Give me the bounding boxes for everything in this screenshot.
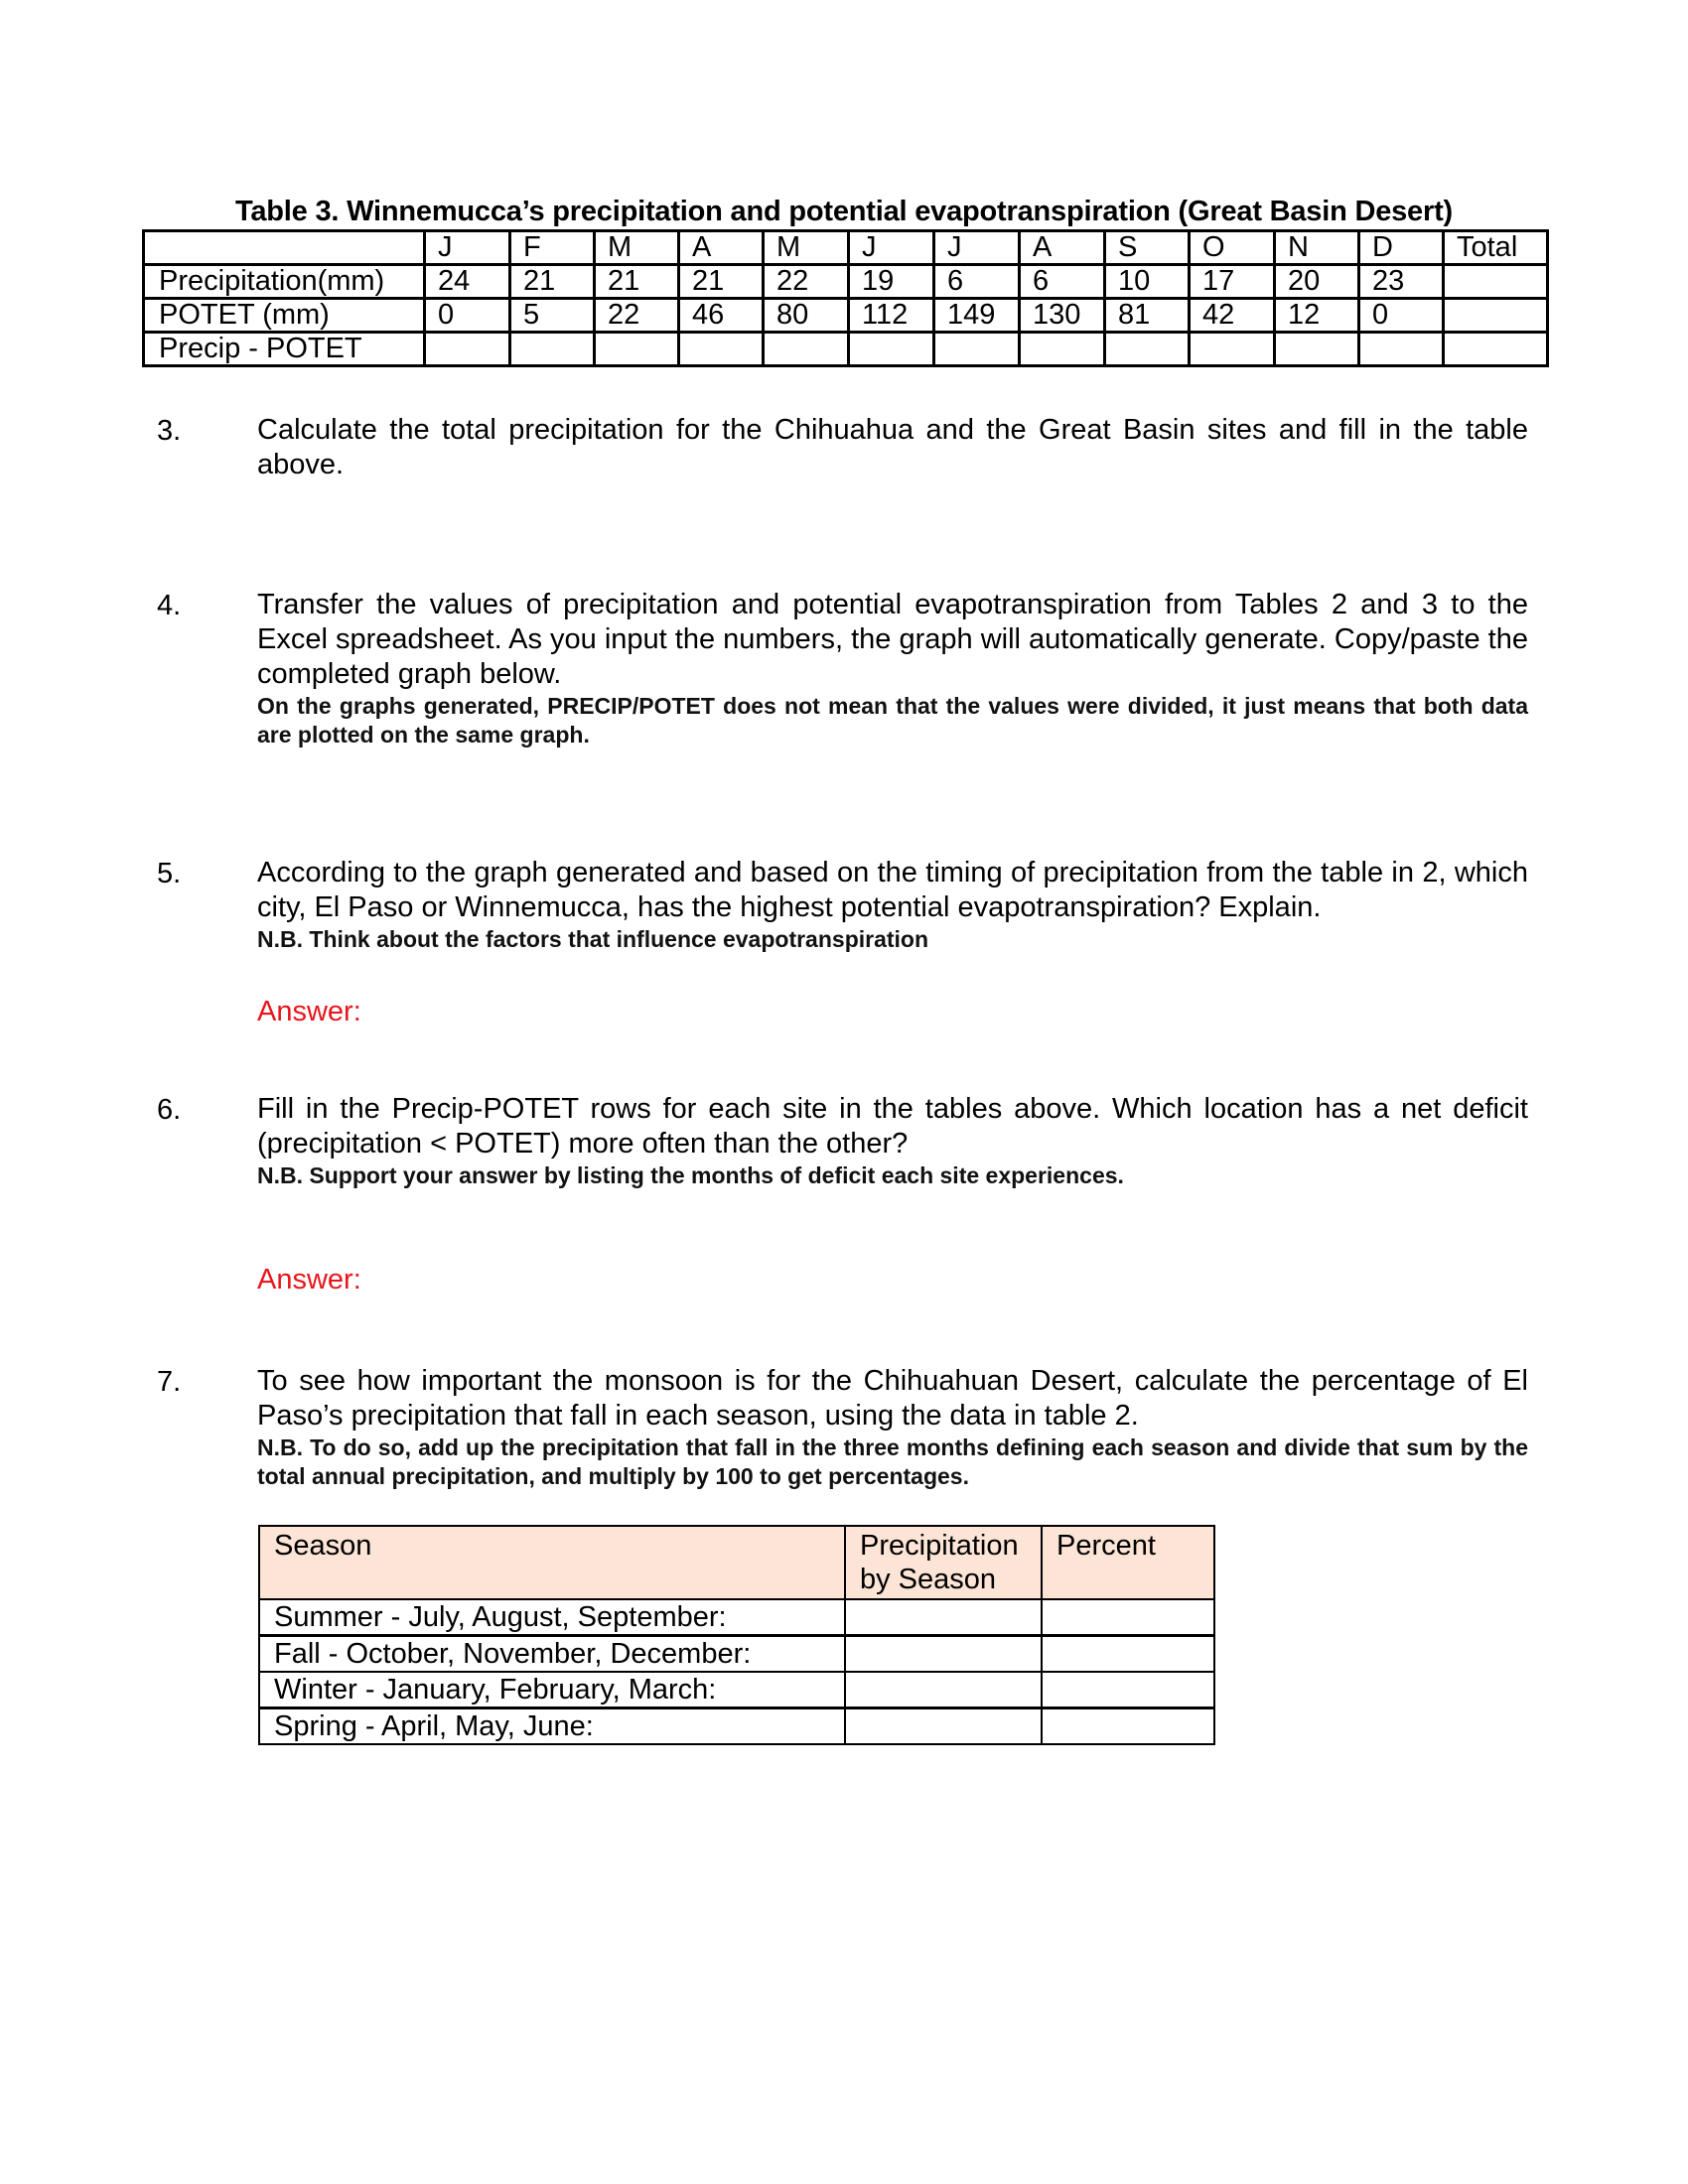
empty-cell[interactable] xyxy=(510,333,595,366)
header-cell-sep: S xyxy=(1105,231,1190,265)
table-row-potet xyxy=(144,299,1548,333)
table-cell: 10 xyxy=(1105,265,1190,299)
header-cell-jan: J xyxy=(425,231,510,265)
header-cell-jul: J xyxy=(934,231,1020,265)
header-cell-feb: F xyxy=(510,231,595,265)
table-cell: 22 xyxy=(764,265,849,299)
table-cell: 0 xyxy=(425,299,510,333)
empty-cell[interactable] xyxy=(1444,333,1548,366)
season-table-header-row xyxy=(259,1526,1214,1599)
precip-cell[interactable] xyxy=(845,1636,1042,1673)
empty-cell[interactable] xyxy=(1020,333,1105,366)
header-cell-oct: O xyxy=(1190,231,1275,265)
header-percent: Percent xyxy=(1042,1526,1214,1599)
table-cell: 19 xyxy=(849,265,934,299)
header-precipitation-by-season: Precipitation by Season xyxy=(845,1526,1042,1599)
question-text: According to the graph generated and based on the timing of precipitation from the table in 2, which city, El Paso or Winnemucca, has the highest potential evapotranspiration? Explain. xyxy=(257,857,1528,923)
table-row-precip-minus-potet xyxy=(144,333,1548,366)
table-cell: 81 xyxy=(1105,299,1190,333)
question-text: Transfer the values of precipitation and potential evapotranspiration from Tables 2 and 3 to the Excel spreadsheet. As you input the numbers, the graph will automatically generate. Copy/paste the completed graph below. xyxy=(257,589,1528,690)
percent-cell[interactable] xyxy=(1042,1708,1214,1745)
table-cell: 46 xyxy=(679,299,764,333)
season-label: Winter - January, February, March: xyxy=(259,1672,845,1708)
question-note: N.B. Think about the factors that influence evapotranspiration xyxy=(257,926,929,952)
total-cell[interactable] xyxy=(1444,265,1548,299)
table-cell: 5 xyxy=(510,299,595,333)
season-row-spring xyxy=(259,1708,1214,1745)
answer-label[interactable]: Answer: xyxy=(257,996,361,1027)
empty-cell[interactable] xyxy=(764,333,849,366)
table-cell: 80 xyxy=(764,299,849,333)
question-text: Calculate the total precipitation for the Chihuahua and the Great Basin sites and fill in the table above. xyxy=(257,414,1528,480)
table-cell: 21 xyxy=(679,265,764,299)
table-cell: 21 xyxy=(595,265,679,299)
empty-cell[interactable] xyxy=(934,333,1020,366)
table-cell: 24 xyxy=(425,265,510,299)
table-3-winnemucca xyxy=(142,229,1549,367)
header-cell-apr: A xyxy=(679,231,764,265)
season-label: Summer - July, August, September: xyxy=(259,1599,845,1636)
table-3-title: Table 3. Winnemucca’s precipitation and potential evapotranspiration (Great Basin Desert) xyxy=(235,196,1453,227)
question-text: To see how important the monsoon is for the Chihuahuan Desert, calculate the percentage of El Paso’s precipitation that fall in each season, using the data in table 2. xyxy=(257,1365,1528,1432)
table-cell: 12 xyxy=(1275,299,1359,333)
empty-cell[interactable] xyxy=(1190,333,1275,366)
precip-cell[interactable] xyxy=(845,1708,1042,1745)
question-number: 6. xyxy=(157,1094,182,1126)
question-number: 5. xyxy=(157,858,182,889)
precip-cell[interactable] xyxy=(845,1672,1042,1708)
table-cell: 6 xyxy=(1020,265,1105,299)
question-number: 7. xyxy=(157,1366,182,1398)
percent-cell[interactable] xyxy=(1042,1672,1214,1708)
table-cell: 42 xyxy=(1190,299,1275,333)
row-label: Precipitation(mm) xyxy=(144,265,425,299)
table-cell: 130 xyxy=(1020,299,1105,333)
header-cell-jun: J xyxy=(849,231,934,265)
table-row-precipitation xyxy=(144,265,1548,299)
table-cell: 0 xyxy=(1359,299,1444,333)
percent-cell[interactable] xyxy=(1042,1636,1214,1673)
season-row-winter xyxy=(259,1672,1214,1708)
table-cell: 149 xyxy=(934,299,1020,333)
row-label: Precip - POTET xyxy=(144,333,425,366)
season-row-summer xyxy=(259,1599,1214,1636)
table-cell: 17 xyxy=(1190,265,1275,299)
table-cell: 23 xyxy=(1359,265,1444,299)
header-cell xyxy=(144,231,425,265)
empty-cell[interactable] xyxy=(679,333,764,366)
precip-cell[interactable] xyxy=(845,1599,1042,1636)
question-note: On the graphs generated, PRECIP/POTET does not mean that the values were divided, it just means that both data are plotted on the same graph. xyxy=(257,693,1528,748)
table-cell: 20 xyxy=(1275,265,1359,299)
header-cell-mar: M xyxy=(595,231,679,265)
table-3-header-row xyxy=(144,231,1548,265)
question-number: 4. xyxy=(157,590,182,621)
empty-cell[interactable] xyxy=(595,333,679,366)
season-label: Spring - April, May, June: xyxy=(259,1708,845,1745)
answer-label[interactable]: Answer: xyxy=(257,1264,361,1296)
header-cell-dec: D xyxy=(1359,231,1444,265)
header-cell-nov: N xyxy=(1275,231,1359,265)
percent-cell[interactable] xyxy=(1042,1599,1214,1636)
question-note: N.B. Support your answer by listing the months of deficit each site experiences. xyxy=(257,1162,1124,1188)
season-label: Fall - October, November, December: xyxy=(259,1636,845,1673)
empty-cell[interactable] xyxy=(425,333,510,366)
empty-cell[interactable] xyxy=(1105,333,1190,366)
table-cell: 22 xyxy=(595,299,679,333)
empty-cell[interactable] xyxy=(1359,333,1444,366)
header-cell-total: Total xyxy=(1444,231,1548,265)
table-cell: 112 xyxy=(849,299,934,333)
question-text: Fill in the Precip-POTET rows for each site in the tables above. Which location has a net deficit (precipitation < POTET) more often than the other? xyxy=(257,1093,1528,1160)
empty-cell[interactable] xyxy=(849,333,934,366)
question-number: 3. xyxy=(157,415,182,447)
header-cell-may: M xyxy=(764,231,849,265)
question-note: N.B. To do so, add up the precipitation that fall in the three months defining each season and divide that sum by the total annual precipitation, and multiply by 100 to get percentages. xyxy=(257,1434,1528,1489)
table-cell: 21 xyxy=(510,265,595,299)
table-cell: 6 xyxy=(934,265,1020,299)
header-cell-aug: A xyxy=(1020,231,1105,265)
header-season: Season xyxy=(259,1526,845,1599)
season-precipitation-table xyxy=(258,1525,1215,1745)
row-label: POTET (mm) xyxy=(144,299,425,333)
total-cell[interactable] xyxy=(1444,299,1548,333)
season-row-fall xyxy=(259,1636,1214,1673)
empty-cell[interactable] xyxy=(1275,333,1359,366)
